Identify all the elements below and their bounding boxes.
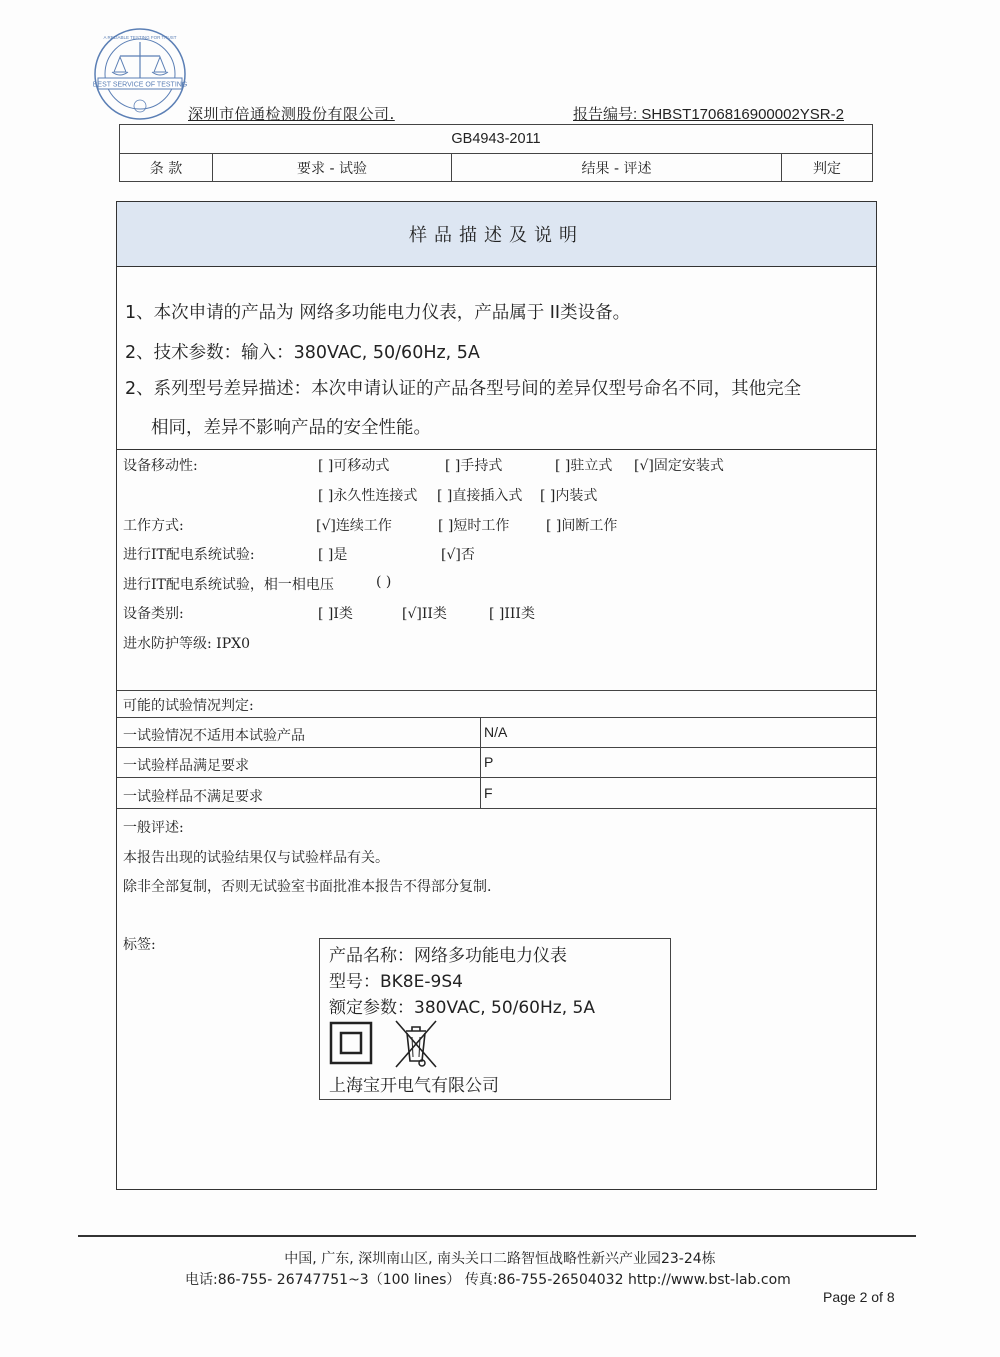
verdict-code-pass: P — [484, 754, 494, 770]
label-product-name: 产品名称：网络多功能电力仪表 — [329, 946, 567, 966]
mobility-option-movable[interactable]: [ ]可移动式 — [318, 458, 390, 474]
mobility-option-fixed[interactable]: [√]固定安装式 — [634, 458, 724, 474]
section-title: 样品描述及说明 — [117, 202, 876, 267]
class-option-iii[interactable]: [ ]III类 — [489, 606, 535, 622]
label-rating: 额定参数：380VAC, 50/60Hz, 5A — [329, 998, 595, 1018]
description-block — [117, 267, 876, 450]
mobility-option-handheld[interactable]: [ ]手持式 — [445, 458, 503, 474]
label-manufacturer: 上海宝开电气有限公司 — [329, 1076, 499, 1096]
operation-option-continuous[interactable]: [√]连续工作 — [316, 518, 392, 534]
divider — [117, 747, 876, 748]
divider — [117, 717, 876, 718]
page-number: Page 2 of 8 — [823, 1289, 895, 1305]
report-header-table — [119, 124, 873, 182]
col-verdict: 判定 — [813, 161, 841, 177]
mobility-option-permanent[interactable]: [ ]永久性连接式 — [318, 488, 418, 504]
remarks-line: 本报告出现的试验结果仅与试验样品有关。 — [123, 850, 389, 866]
scales-of-justice-icon — [92, 26, 188, 122]
mobility-option-stationary[interactable]: [ ]驻立式 — [555, 458, 613, 474]
mobility-option-direct-plug[interactable]: [ ]直接插入式 — [437, 488, 523, 504]
description-line: 相同，差异不影响产品的安全性能。 — [151, 418, 431, 438]
ip-rating: 进水防护等级: IPX0 — [123, 636, 250, 652]
description-line: 2、技术参数：输入：380VAC, 50/60Hz, 5A — [125, 343, 480, 363]
verdict-desc-na: 一试验情况不适用本试验产品 — [123, 728, 305, 744]
class-option-i[interactable]: [ ]I类 — [318, 606, 353, 622]
divider — [117, 690, 876, 691]
divider — [480, 717, 481, 808]
verdict-code-fail: F — [484, 785, 493, 801]
verdict-desc-fail: 一试验样品不满足要求 — [123, 789, 263, 805]
it-voltage-label: 进行IT配电系统试验，相一相电压 — [123, 577, 334, 593]
divider — [117, 777, 876, 778]
verdict-code-na: N/A — [484, 724, 508, 740]
mobility-option-built-in[interactable]: [ ]内装式 — [540, 488, 598, 504]
svg-text:BEST SERVICE OF TESTING: BEST SERVICE OF TESTING — [92, 81, 188, 89]
col-requirement-test: 要求 - 试验 — [213, 154, 452, 182]
col-clause: 条 款 — [120, 154, 213, 182]
class-ii-double-square-icon — [329, 1021, 377, 1067]
operation-option-short-time[interactable]: [ ]短时工作 — [438, 518, 510, 534]
footer-address: 中国, 广东, 深圳南山区, 南头关口二路智恒战略性新兴产业园23-24栋 — [284, 1251, 716, 1267]
it-system-option-yes[interactable]: [ ]是 — [318, 547, 348, 563]
lab-logo — [92, 26, 188, 122]
operation-label: 工作方式: — [123, 518, 184, 534]
it-system-option-no[interactable]: [√]否 — [441, 547, 475, 563]
it-voltage-value: ( ) — [376, 574, 392, 590]
label-model: 型号：BK8E-9S4 — [329, 972, 463, 992]
operation-option-intermittent[interactable]: [ ]间断工作 — [546, 518, 618, 534]
it-system-label: 进行IT配电系统试验: — [123, 547, 255, 563]
product-label-box — [319, 938, 671, 1100]
verdicts-title: 可能的试验情况判定: — [123, 698, 254, 714]
standard-code: GB4943-2011 — [120, 125, 872, 154]
label-title: 标签: — [123, 937, 156, 953]
class-label: 设备类别: — [123, 606, 184, 622]
verdict-desc-pass: 一试验样品满足要求 — [123, 758, 249, 774]
report-number: 报告编号: SHBST1706816900002YSR-2 — [573, 106, 844, 123]
footer-divider — [78, 1235, 916, 1237]
footer-contact: 电话:86-755- 26747751~3（100 lines） 传真:86-755-26504032 http://www.bst-lab.com — [185, 1272, 791, 1288]
remarks-line: 除非全部复制，否则无试验室书面批准本报告不得部分复制. — [123, 879, 492, 895]
mobility-label: 设备移动性: — [123, 458, 198, 474]
col-result-remark: 结果 - 评述 — [452, 154, 782, 182]
svg-text:A RELIABLE TESTING FOR TRUST: A RELIABLE TESTING FOR TRUST — [103, 35, 177, 40]
class-option-ii[interactable]: [√]II类 — [402, 606, 447, 622]
divider — [117, 808, 876, 809]
description-line: 1、本次申请的产品为 网络多功能电力仪表，产品属于 II类设备。 — [125, 303, 631, 323]
remarks-title: 一般评述: — [123, 820, 184, 836]
weee-crossed-bin-icon — [392, 1019, 440, 1071]
company-name: 深圳市倍通检测股份有限公司. — [188, 105, 395, 123]
description-line: 2、系列型号差异描述：本次申请认证的产品各型号间的差异仅型号命名不同，其他完全 — [125, 379, 802, 399]
